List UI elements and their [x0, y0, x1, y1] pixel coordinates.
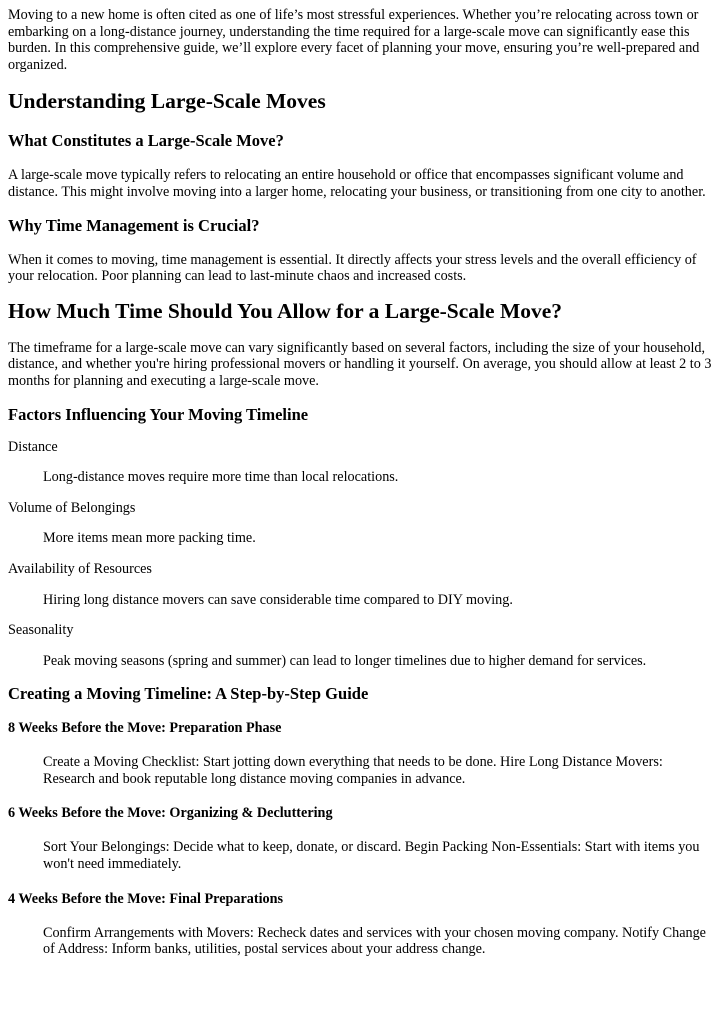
paragraph-why-time-management: When it comes to moving, time management is essential. It directly affects your stress levels and the overall efficiency of your relocation. Poor planning can lead to last-minute chaos and increased costs. — [8, 251, 697, 285]
factor-desc-distance: Long-distance moves require more time than local relocations. — [43, 469, 399, 486]
paragraph-phase-4-weeks: Confirm Arrangements with Movers: Recheck dates and services with your chosen moving company. Notify Change of Address: Inform banks, utilities, postal services about your address change. — [43, 924, 706, 958]
factor-term-resources: Availability of Resources — [8, 560, 152, 577]
factor-term-volume: Volume of Belongings — [8, 499, 136, 516]
factor-term-distance: Distance — [8, 438, 58, 455]
paragraph-what-constitutes: A large-scale move typically refers to relocating an entire household or office that encompasses significant volume and distance. This might involve moving into a larger home, relocating your business, or transitioning from one city to another. — [8, 167, 706, 200]
paragraph-phase-8-weeks: Create a Moving Checklist: Start jotting down everything that needs to be done. Hire Long Distance Movers: Research and book reputable long distance moving companies in advance. — [43, 754, 663, 787]
heading-why-time-management: Why Time Management is Crucial? — [8, 215, 260, 235]
factors-list — [8, 439, 712, 670]
heading-how-much-time: How Much Time Should You Allow for a Large-Scale Move? — [8, 298, 563, 323]
heading-phase-8-weeks: 8 Weeks Before the Move: Preparation Phase — [8, 720, 282, 737]
intro-paragraph: Moving to a new home is often cited as one of life’s most stressful experiences. Whether you’re relocating across town or embarking on a long-distance journey, understanding the time required for a large-scale move can significantly ease this burden. In this comprehensive guide, we’ll explore every facet of planning your move, ensuring you’re well-prepared and organized. — [8, 7, 700, 73]
paragraph-phase-6-weeks: Sort Your Belongings: Decide what to keep, donate, or discard. Begin Packing Non-Essentials: Start with items you won't need immediately. — [43, 839, 700, 873]
factor-term-seasonality: Seasonality — [8, 622, 74, 639]
paragraph-how-much-time: The timeframe for a large-scale move can vary significantly based on several factors, including the size of your household, distance, and whether you're hiring professional movers or handling it yourself. On average, you should allow at least 2 to 3 months for planning and executing a large-scale move. — [8, 339, 712, 389]
heading-phase-6-weeks: 6 Weeks Before the Move: Organizing & Decluttering — [8, 805, 333, 822]
factor-desc-volume: More items mean more packing time. — [43, 530, 256, 547]
factor-desc-seasonality: Peak moving seasons (spring and summer) can lead to longer timelines due to higher demand for services. — [43, 652, 647, 669]
factor-desc-resources: Hiring long distance movers can save considerable time compared to DIY moving. — [43, 591, 513, 608]
heading-understanding-large-scale-moves: Understanding Large-Scale Moves — [8, 89, 326, 114]
heading-creating-timeline: Creating a Moving Timeline: A Step-by-Step Guide — [8, 684, 369, 704]
heading-factors: Factors Influencing Your Moving Timeline — [8, 404, 309, 424]
heading-what-constitutes: What Constitutes a Large-Scale Move? — [8, 131, 284, 151]
heading-phase-4-weeks: 4 Weeks Before the Move: Final Preparations — [8, 890, 284, 907]
